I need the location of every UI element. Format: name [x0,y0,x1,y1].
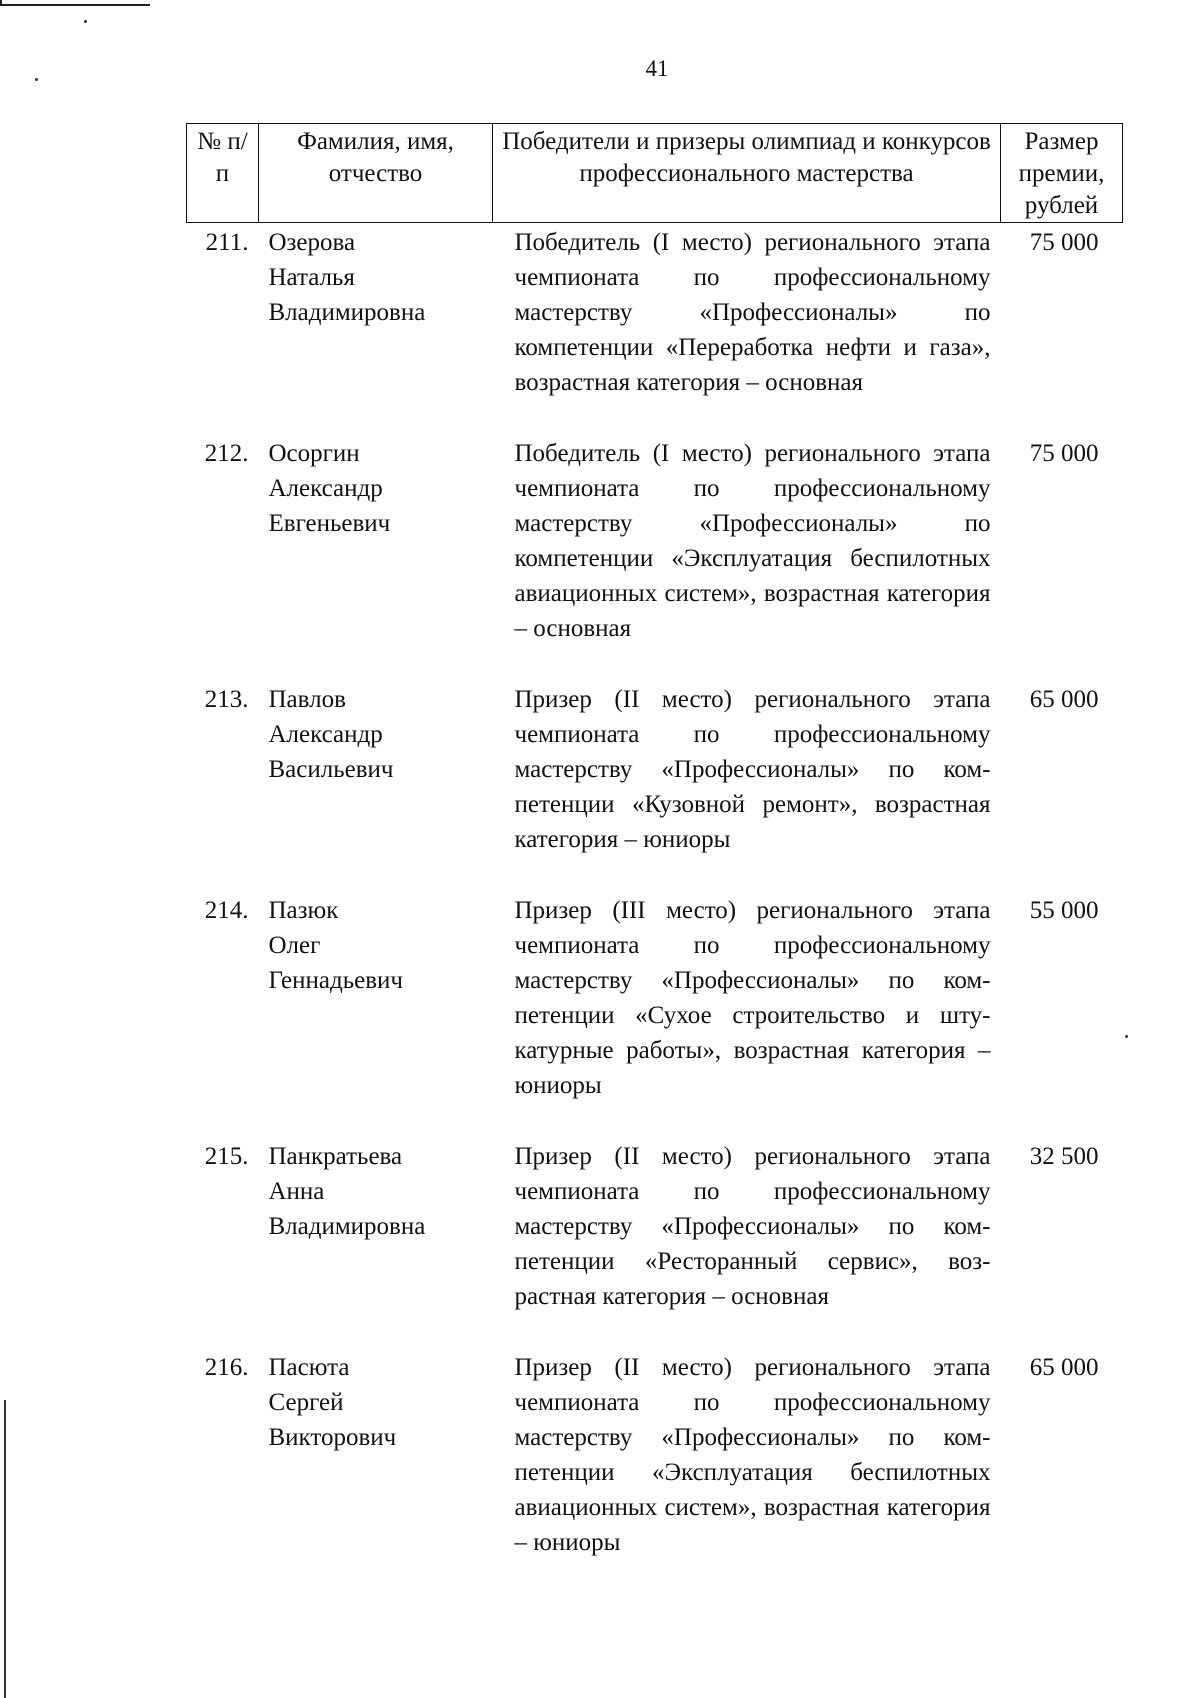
achievement-description [493,893,1001,1139]
table-row [187,893,1123,1139]
achievement-text: Призер (II место) регионального этапа чемпионата по профессиональному мастерству «Профессионалы» по компетенции «Кузовной ремонт», возрастная категория – юниоры [514,686,991,853]
patronymic: Евгеньевич [268,510,391,537]
last-name: Осоргин [268,440,360,467]
achievement-text: Победитель (I место) регионального этапа чемпионата по профессиональному мастерству «Профессионалы» по компетенции «Эксплуатация беспилотных авиационных систем», возрастная категория – основная [514,440,991,642]
person-name [259,682,493,893]
achievement-description [493,436,1001,682]
table-row [187,1139,1123,1350]
table-row [187,223,1123,437]
table-body [187,223,1123,1597]
scan-border-corner [0,0,2,6]
patronymic: Геннадьевич [268,967,403,994]
table-row [187,1350,1123,1596]
scan-speck [84,20,87,23]
page-number: 41 [645,56,669,81]
header-achievement: Победители и призеры олимпиад и конкурсов профессионального мастерства [493,124,1001,223]
row-number: 212. [204,440,249,467]
patronymic: Викторович [268,1424,397,1451]
header-full-name: Фамилия, имя, отчество [259,124,493,223]
last-name: Павлов [268,686,346,713]
scan-speck [1125,1035,1128,1038]
achievement-description [493,1350,1001,1596]
scan-border-top [0,4,150,6]
person-name [259,893,493,1139]
scan-border-left [4,1400,6,1698]
patronymic: Владимировна [268,1213,426,1240]
patronymic: Васильевич [268,756,394,783]
award-amount: 75 000 [1029,229,1099,256]
row-number: 216. [204,1354,249,1381]
achievement-text: Призер (III место) регионального этапа чемпионата по профессиональному мастерству «Профессионалы» по компетенции «Сухое строительство и штукатурные работы», возрастная категория – юниоры [514,897,991,1099]
award-amount: 65 000 [1029,1354,1099,1381]
person-name [259,436,493,682]
achievement-description [493,682,1001,893]
award-amount: 55 000 [1029,897,1099,924]
first-name: Александр [268,475,383,502]
row-number: 214. [204,897,249,924]
achievement-text: Победитель (I место) регионального этапа чемпионата по профессиональному мастерству «Профессионалы» по компетенции «Переработка нефти и газа», возрастная категория – основная [514,229,991,396]
first-name: Олег [268,932,321,959]
achievement-text: Призер (II место) регионального этапа чемпионата по профессиональному мастерству «Профессионалы» по компетенции «Эксплуатация беспилотных авиационных систем», возрастная категория – юниоры [514,1354,991,1556]
person-name [259,223,493,437]
person-name [259,1350,493,1596]
achievement-description [493,1139,1001,1350]
last-name: Панкратьева [268,1143,403,1170]
achievement-text: Призер (II место) регионального этапа чемпионата по профессиональному мастерству «Профессионалы» по компетенции «Ресторанный сервис», возрастная категория – основная [514,1143,991,1310]
patronymic: Владимировна [268,299,426,326]
last-name: Озерова [268,229,356,256]
first-name: Александр [268,721,383,748]
table-header [187,124,1123,223]
award-amount: 32 500 [1029,1143,1099,1170]
row-number: 211. [205,229,249,256]
first-name: Наталья [268,264,355,291]
header-row [187,124,1123,223]
first-name: Сергей [268,1389,344,1416]
row-number: 215. [204,1143,249,1170]
row-number: 213. [204,686,249,713]
achievement-description [493,223,1001,437]
first-name: Анна [268,1178,325,1205]
awards-table [186,123,1123,1596]
last-name: Пазюк [268,897,339,924]
header-number: № п/п [187,124,259,223]
person-name [259,1139,493,1350]
award-amount: 65 000 [1029,686,1099,713]
table-row [187,682,1123,893]
last-name: Пасюта [268,1354,350,1381]
header-award-amount: Размер премии, рублей [1001,124,1123,223]
award-amount: 75 000 [1029,440,1099,467]
table-row [187,436,1123,682]
